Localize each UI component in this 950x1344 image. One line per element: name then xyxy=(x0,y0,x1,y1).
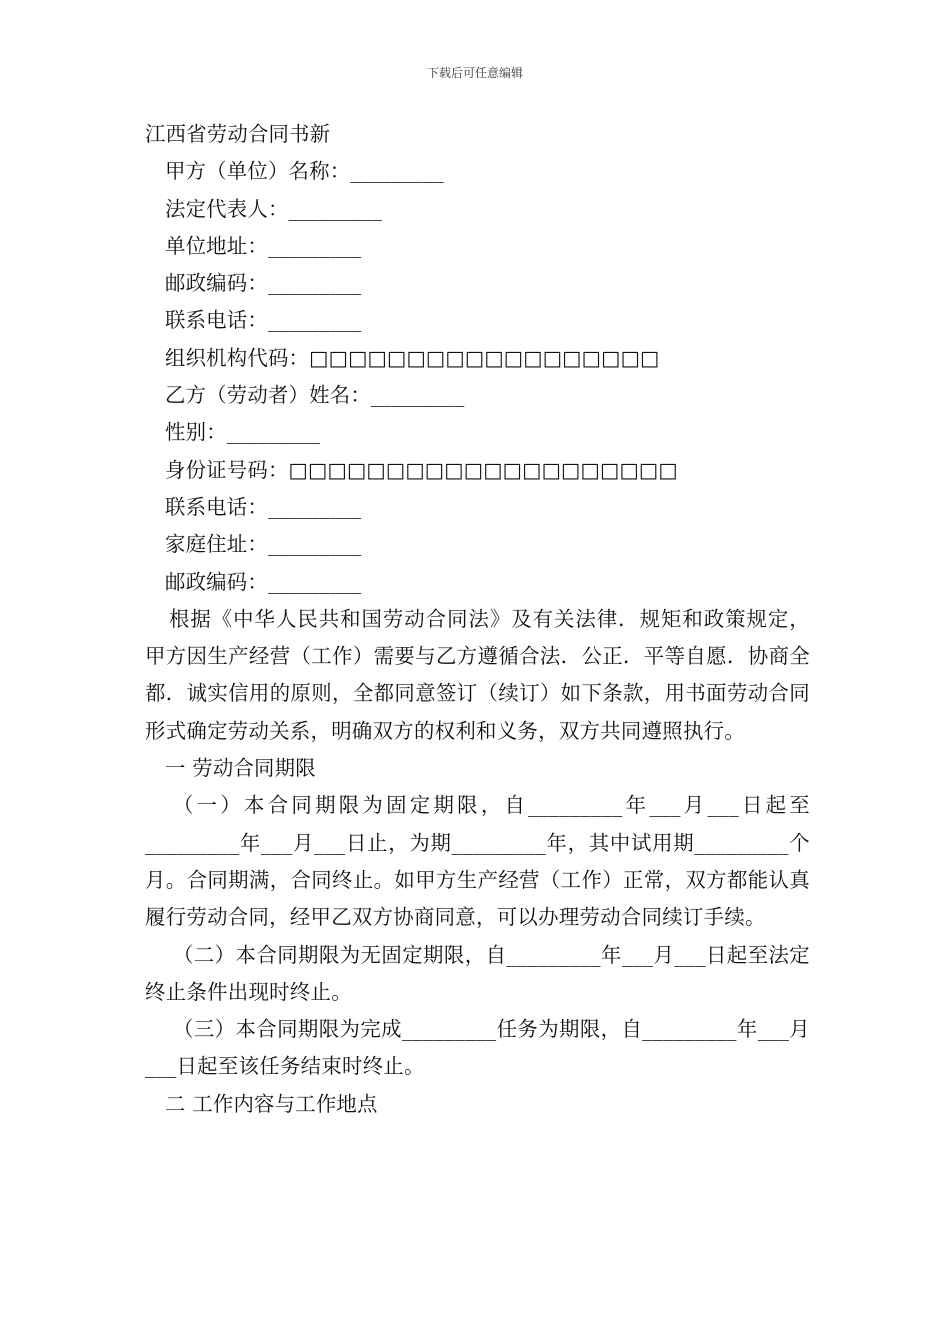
clause-3-paragraph: （三）本合同期限为完成_________任务为期限，自_________年___月___日起至该任务结束时终止。 xyxy=(145,1017,810,1079)
organization-code-field: 组织机构代码：□□□□□□□□□□□□□□□□□□ xyxy=(165,345,660,370)
party-b-name-field: 乙方（劳动者）姓名：_________ xyxy=(165,383,465,408)
legal-representative-field: 法定代表人：_________ xyxy=(165,196,383,221)
gender-field: 性别：_________ xyxy=(165,420,321,445)
worker-postcode-field: 邮政编码：_________ xyxy=(165,569,362,594)
id-number-field: 身份证号码：□□□□□□□□□□□□□□□□□□□□ xyxy=(165,457,678,482)
home-address-field: 家庭住址：_________ xyxy=(165,532,362,557)
section-2-heading: 二 工作内容与工作地点 xyxy=(165,1091,378,1116)
company-address-field: 单位地址：_________ xyxy=(165,233,362,258)
clause-1-paragraph: （一）本合同期限为固定期限，自_________年___月___日起至_________年___月___日止，为期_________年，其中试用期_________个月。合同期满，合同终止。如甲方生产经营（工作）正常，双方都能认真履行劳动合同，经甲乙双方协商同意，可以办理劳动合同续订手续。 xyxy=(145,793,810,930)
company-phone-field: 联系电话：_________ xyxy=(165,308,362,333)
clause-2-paragraph: （二）本合同期限为无固定期限，自_________年___月___日起至法定终止条件出现时终止。 xyxy=(145,942,810,1004)
section-1-heading: 一 劳动合同期限 xyxy=(165,756,316,781)
company-postcode-field: 邮政编码：_________ xyxy=(165,271,362,296)
page-header-note: 下载后可任意编辑 xyxy=(426,66,523,80)
document-body xyxy=(145,116,810,1123)
document-title: 江西省劳动合同书新 xyxy=(145,122,331,146)
party-a-name-field: 甲方（单位）名称：_________ xyxy=(165,159,444,184)
preamble-paragraph: 根据《中华人民共和国劳动合同法》及有关法律．规矩和政策规定，甲方因生产经营（工作）需要与乙方遵循合法．公正．平等自愿．协商全都．诚实信用的原则，全都同意签订（续订）如下条款，用书面劳动合同形式确定劳动关系，明确双方的权利和义务，双方共同遵照执行。 xyxy=(145,606,810,743)
worker-phone-field: 联系电话：_________ xyxy=(165,494,362,519)
